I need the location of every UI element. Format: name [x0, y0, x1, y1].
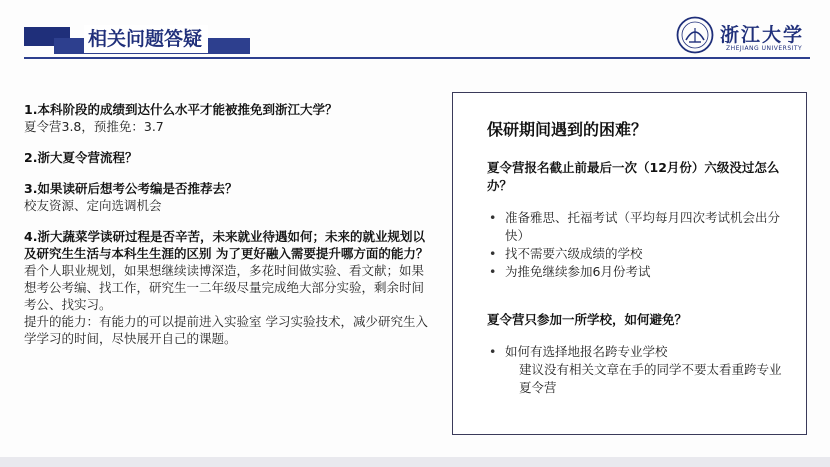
question-3: 3.如果读研后想考公考编是否推荐去？ — [24, 181, 238, 196]
answer-3: 校友资源、定向选调机会 — [24, 198, 162, 213]
header-divider — [24, 57, 810, 59]
cet6-section-title: 夏令营报名截止前最后一次（12月份）六级没过怎么办？ — [487, 160, 780, 193]
answer-4-abilities: 提升的能力：有能力的可以提前进入实验室 学习实验技术，减少研究生入学学习的时间，尽快展开自己的课题。 — [24, 314, 428, 346]
qa-item-1 — [24, 101, 434, 135]
answer-1: 夏令营3.8，预推免：3.7 — [24, 119, 164, 134]
university-seal-icon — [676, 16, 714, 54]
one-school-note: 建议没有相关文章在手的同学不要太看重跨专业夏令营 — [519, 362, 782, 395]
panel-title: 保研期间遇到的困难？ — [487, 120, 648, 139]
qa-item-3 — [24, 180, 434, 214]
question-1: 1.本科阶段的成绩到达什么水平才能被推免到浙江大学？ — [24, 102, 338, 117]
logo-subtitle: ZHEJIANG UNIVERSITY — [726, 45, 803, 52]
question-2: 2.浙大夏令营流程？ — [24, 150, 138, 165]
list-item: • 如何有选择地报名跨专业学校 — [487, 343, 787, 361]
answer-4: 看个人职业规划，如果想继续读博深造，多花时间做实验、看文献；如果想考公考编、找工作，研究生一二年级尽量完成绝大部分实验，剩余时间考公、找实习。 — [24, 263, 425, 312]
cet6-section — [487, 159, 787, 281]
list-item: • 为推免继续参加6月份考试 — [487, 263, 787, 281]
list-item: • 准备雅思、托福考试（平均每月四次考试机会出分快） — [487, 209, 787, 245]
logo-name: 浙江大学 — [720, 24, 805, 46]
bottom-strip — [0, 457, 830, 467]
university-logo — [676, 14, 814, 56]
qa-item-4 — [24, 228, 434, 347]
cet6-bullets — [487, 209, 787, 281]
one-school-section-title: 夏令营只参加一所学校，如何避免？ — [487, 312, 688, 327]
page-title: 相关问题答疑 — [84, 25, 208, 53]
one-school-section — [487, 311, 787, 397]
qa-item-2 — [24, 149, 434, 166]
difficulties-panel — [452, 92, 807, 435]
qa-list — [24, 101, 434, 361]
list-item: • 找不需要六级成绩的学校 — [487, 245, 787, 263]
question-4: 4.浙大蔬菜学读研过程是否辛苦，未来就业待遇如何；未来的就业规划以及研究生生活与本科生生涯的区别 为了更好融入需要提升哪方面的能力？ — [24, 229, 429, 261]
one-school-bullets — [487, 343, 787, 361]
